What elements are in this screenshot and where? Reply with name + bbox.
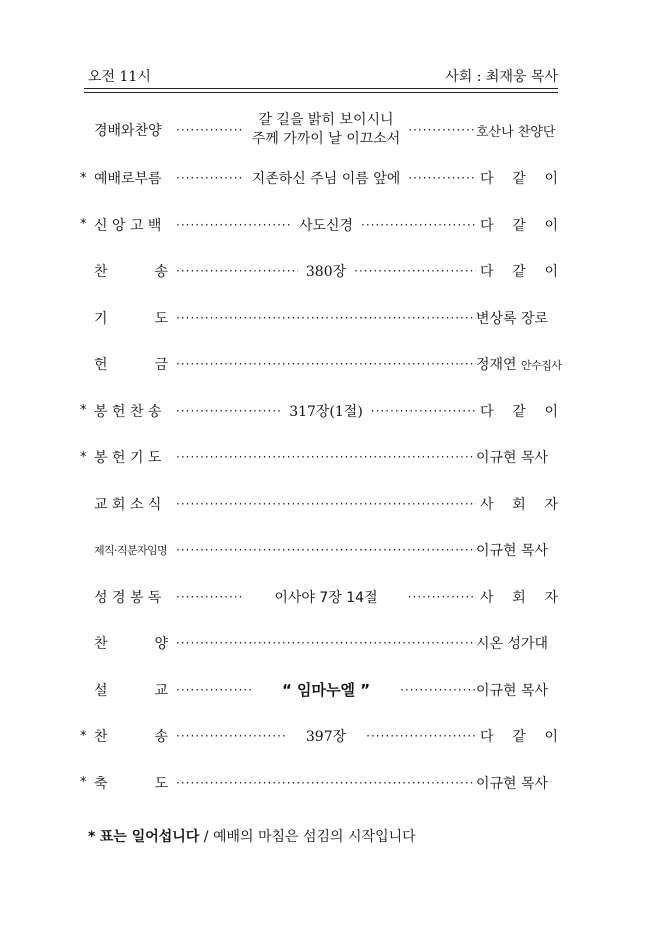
leader-dots bbox=[366, 729, 476, 743]
row-person: 변상록 장로 bbox=[476, 310, 549, 327]
row-person: 다 같 이 bbox=[480, 403, 558, 420]
leader-dots bbox=[176, 264, 298, 278]
row-person bbox=[476, 168, 558, 188]
row-label: 찬 송 bbox=[94, 264, 168, 281]
leader-dots bbox=[354, 264, 476, 278]
worship-row-offertory-prayer bbox=[80, 434, 558, 481]
row-person: 다 같 이 bbox=[480, 217, 558, 234]
header-rule-bottom bbox=[84, 92, 558, 93]
worship-row-closing-hymn bbox=[80, 713, 558, 760]
footer-separator: / bbox=[203, 829, 209, 845]
leader-dots bbox=[176, 636, 476, 650]
worship-row-appointments bbox=[80, 527, 558, 574]
worship-row-sermon bbox=[80, 667, 558, 714]
leader-dots bbox=[176, 357, 476, 371]
row-label: 교 회 소 식 bbox=[94, 496, 162, 513]
stand-marker: * bbox=[80, 170, 87, 186]
leader-dots bbox=[371, 404, 476, 418]
header-rule-top bbox=[84, 88, 558, 89]
row-person: 호산나 찬양단 bbox=[476, 124, 556, 140]
stand-marker: * bbox=[80, 775, 87, 791]
worship-row-scripture bbox=[80, 574, 558, 621]
row-label: 찬 송 bbox=[94, 729, 168, 746]
footer-star: * bbox=[88, 829, 96, 845]
leader-dots bbox=[176, 404, 281, 418]
worship-row-hymn bbox=[80, 248, 558, 295]
leader-dots bbox=[408, 171, 476, 185]
row-content: 사도신경 bbox=[298, 217, 354, 234]
row-person: 이규현 목사 bbox=[476, 450, 549, 467]
bulletin-header bbox=[88, 64, 558, 86]
footer-stand-note: 표는 일어섭니다 bbox=[99, 829, 200, 845]
service-host: 사회 : 최재웅 목사 bbox=[445, 69, 558, 85]
row-content: 397장 bbox=[305, 729, 347, 746]
row-label: 축 도 bbox=[94, 775, 168, 792]
leader-dots bbox=[176, 776, 476, 790]
row-content: 380장 bbox=[305, 264, 347, 281]
leader-dots bbox=[400, 683, 476, 697]
leader-dots bbox=[408, 590, 476, 604]
leader-dots bbox=[176, 311, 476, 325]
row-middle bbox=[176, 341, 476, 388]
bulletin-footer bbox=[88, 826, 416, 846]
person-char: 같 bbox=[512, 171, 526, 188]
row-person: 이규현 목사 bbox=[476, 543, 549, 560]
row-label: 봉 헌 찬 송 bbox=[94, 403, 162, 420]
row-person: 이규현 목사 bbox=[476, 775, 549, 792]
stand-marker: * bbox=[80, 449, 87, 465]
row-person: 사 회 자 bbox=[480, 589, 558, 606]
leader-dots bbox=[176, 218, 291, 232]
worship-row-prayer bbox=[80, 295, 558, 342]
row-label: 경배와찬양 bbox=[94, 123, 162, 139]
leader-dots bbox=[361, 218, 476, 232]
row-middle bbox=[176, 481, 476, 528]
leader-dots bbox=[176, 123, 244, 137]
service-time: 오전 11시 bbox=[88, 69, 151, 85]
row-label: 기 도 bbox=[94, 310, 168, 327]
worship-row-call-to-worship bbox=[80, 155, 558, 202]
row-middle bbox=[176, 434, 476, 481]
stand-marker: * bbox=[80, 217, 87, 233]
worship-row-announcements bbox=[80, 481, 558, 528]
person-title: 안수집사 bbox=[521, 359, 562, 373]
leader-dots bbox=[176, 543, 476, 557]
row-person: 다 같 이 bbox=[480, 729, 558, 746]
row-middle bbox=[176, 620, 476, 667]
row-label: 설 교 bbox=[94, 682, 168, 699]
row-person: 이규현 목사 bbox=[476, 682, 549, 699]
row-content bbox=[244, 111, 409, 149]
person-name: 정재연 bbox=[476, 357, 517, 374]
content-line: 주께 가까이 날 이끄소서 bbox=[251, 131, 401, 147]
row-middle bbox=[176, 574, 476, 621]
worship-row-offering bbox=[80, 341, 562, 388]
row-middle bbox=[176, 248, 476, 295]
worship-row-praise bbox=[80, 105, 558, 155]
row-middle bbox=[176, 155, 476, 202]
leader-dots bbox=[408, 123, 476, 137]
row-middle bbox=[176, 295, 476, 342]
row-person: 사 회 자 bbox=[480, 496, 558, 513]
leader-dots bbox=[176, 171, 244, 185]
row-label: 예배로부름 bbox=[94, 171, 162, 188]
row-person bbox=[476, 354, 562, 374]
row-label: 찬 양 bbox=[94, 636, 168, 653]
row-middle bbox=[176, 667, 476, 714]
content-line: 갈 길을 밝히 보이시니 bbox=[258, 112, 394, 128]
leader-dots bbox=[176, 683, 252, 697]
worship-row-offertory-hymn bbox=[80, 388, 558, 435]
row-middle bbox=[176, 202, 476, 249]
worship-row-creed bbox=[80, 202, 558, 249]
row-middle bbox=[176, 105, 476, 155]
row-label: 헌 금 bbox=[94, 357, 168, 374]
worship-row-benediction bbox=[80, 760, 558, 807]
leader-dots bbox=[176, 497, 476, 511]
leader-dots bbox=[176, 450, 476, 464]
footer-note: 예배의 마침은 섬김의 시작입니다 bbox=[212, 829, 416, 845]
leader-dots bbox=[176, 590, 244, 604]
person-char: 이 bbox=[544, 171, 558, 188]
person-char: 다 bbox=[480, 171, 494, 188]
row-content: 317장(1절) bbox=[289, 403, 363, 420]
leader-dots bbox=[176, 729, 286, 743]
stand-marker: * bbox=[80, 728, 87, 744]
stand-marker: * bbox=[80, 403, 87, 419]
row-middle bbox=[176, 713, 476, 760]
row-label: 성 경 봉 독 bbox=[94, 589, 162, 606]
row-label: 제직·직분자임명 bbox=[94, 544, 168, 558]
row-middle bbox=[176, 388, 476, 435]
order-of-worship bbox=[80, 105, 562, 806]
row-person: 시온 성가대 bbox=[476, 636, 549, 653]
row-middle bbox=[176, 527, 476, 574]
row-person: 다 같 이 bbox=[480, 264, 558, 281]
sermon-title: “ 임마누엘 ” bbox=[281, 681, 371, 700]
worship-row-choir bbox=[80, 620, 558, 667]
row-label: 봉 헌 기 도 bbox=[94, 450, 162, 467]
row-label: 신 앙 고 백 bbox=[94, 217, 162, 234]
row-content: 지존하신 주님 이름 앞에 bbox=[251, 171, 401, 188]
row-middle bbox=[176, 760, 476, 807]
row-content: 이사야 7장 14절 bbox=[274, 589, 378, 606]
